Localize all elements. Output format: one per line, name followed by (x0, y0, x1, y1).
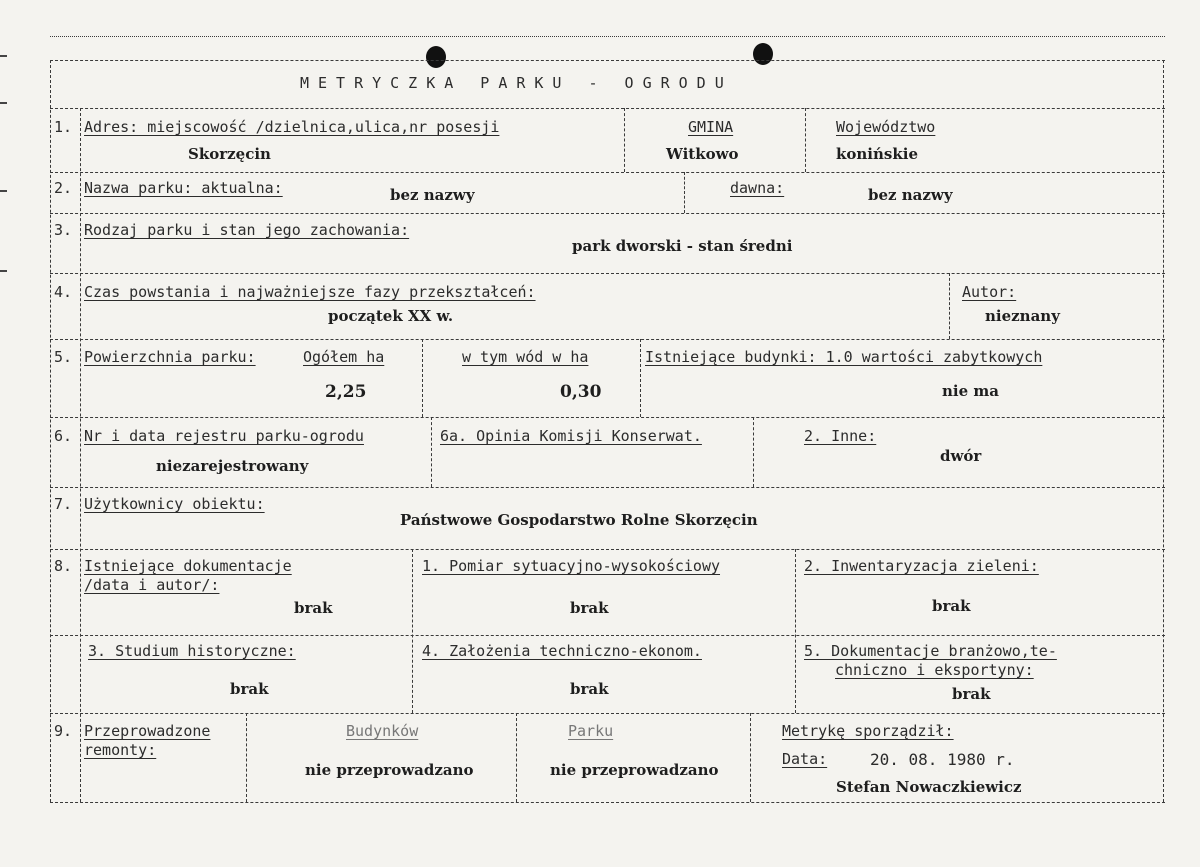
history-study-label: 3. Studium historyczne: (88, 642, 296, 660)
branch-docs-label: 5. Dokumentacje branżowo,te- (804, 642, 1057, 660)
row-number: 3. (54, 221, 73, 239)
divider (50, 60, 1165, 61)
tech-assumptions-value: brak (570, 680, 609, 698)
gmina-label: GMINA (688, 118, 734, 136)
prepared-by-value: Stefan Nowaczkiewicz (836, 778, 1022, 796)
park-repairs-label: Parku (568, 722, 614, 740)
branch-docs-label-2: chniczno i eksportyny: (835, 661, 1034, 679)
number-column-divider (80, 108, 81, 802)
gmina-value: Witkowo (666, 145, 739, 163)
divider (50, 339, 1165, 340)
water-area-label: w tym wód w ha (462, 348, 589, 366)
divider (805, 108, 806, 172)
register-label: Nr i data rejestru parku-ogrodu (84, 427, 364, 445)
divider (50, 549, 1165, 550)
border-right (1163, 60, 1164, 802)
row-number: 5. (54, 348, 73, 366)
history-study-value: brak (230, 680, 269, 698)
buildings-label: Istniejące budynki: 1.0 wartości zabytkowych (645, 348, 1043, 366)
area-label: Powierzchnia parku: (84, 348, 256, 366)
repairs-label-2: remonty: (84, 741, 157, 759)
total-area-label: Ogółem ha (303, 348, 385, 366)
repairs-label: Przeprowadzone (84, 722, 211, 740)
park-name-label: Nazwa parku: aktualna: (84, 179, 283, 197)
row-number: 6. (54, 427, 73, 445)
old-name-value: bez nazwy (868, 186, 953, 204)
punch-hole-right (753, 43, 773, 65)
divider (50, 213, 1165, 214)
row-number: 1. (54, 118, 73, 136)
documentation-value: brak (294, 599, 333, 617)
documentation-label: Istniejące dokumentacje (84, 557, 292, 575)
edge-mark (0, 102, 7, 104)
divider (50, 172, 1165, 173)
buildings-value: nie ma (942, 382, 999, 400)
edge-mark (0, 190, 7, 192)
divider (412, 549, 413, 713)
inventory-label: 2. Inwentaryzacja zieleni: (804, 557, 1039, 575)
branch-docs-value: brak (952, 685, 991, 703)
divider (750, 713, 751, 802)
creation-time-value: początek XX w. (328, 307, 454, 325)
park-repairs-value: nie przeprowadzano (550, 761, 719, 779)
divider (422, 339, 423, 417)
date-label: Data: (782, 750, 828, 768)
divider (246, 713, 247, 802)
row-number: 9. (54, 722, 73, 740)
users-value: Państwowe Gospodarstwo Rolne Skorzęcin (400, 511, 758, 529)
buildings-repairs-value: nie przeprowadzano (305, 761, 474, 779)
divider (50, 487, 1165, 488)
voivodeship-value: konińskie (836, 145, 918, 163)
row-number: 2. (54, 179, 73, 197)
row-number: 4. (54, 283, 73, 301)
survey-value: brak (570, 599, 609, 617)
border-left (50, 60, 51, 802)
address-value: Skorzęcin (188, 145, 271, 163)
divider (684, 172, 685, 213)
border-top (50, 36, 1165, 37)
park-type-value: park dworski - stan średni (572, 237, 793, 255)
documentation-label-2: /data i autor/: (84, 576, 220, 594)
users-label: Użytkownicy obiektu: (84, 495, 265, 513)
voivodeship-label: Województwo (836, 118, 936, 136)
author-value: nieznany (985, 307, 1060, 325)
survey-label: 1. Pomiar sytuacyjno-wysokościowy (422, 557, 721, 575)
divider (431, 417, 432, 487)
divider (50, 635, 1165, 636)
park-name-value: bez nazwy (390, 186, 475, 204)
total-area-value: 2,25 (325, 382, 367, 402)
divider (50, 108, 1165, 109)
punch-hole-left (426, 46, 446, 68)
form-title: METRYCZKA PARKU - OGRODU (300, 74, 733, 92)
old-name-label: dawna: (730, 179, 785, 197)
row-number: 8. (54, 557, 73, 575)
other-value: dwór (940, 447, 982, 465)
author-label: Autor: (962, 283, 1017, 301)
edge-mark (0, 55, 7, 57)
divider (795, 549, 796, 713)
inventory-value: brak (932, 597, 971, 615)
divider (50, 802, 1165, 803)
register-value: niezarejestrowany (156, 457, 309, 475)
divider (624, 108, 625, 172)
water-area-value: 0,30 (560, 382, 602, 402)
prepared-by-label: Metrykę sporządził: (782, 722, 954, 740)
row-number: 7. (54, 495, 73, 513)
divider (753, 417, 754, 487)
buildings-repairs-label: Budynków (346, 722, 419, 740)
divider (50, 713, 1165, 714)
divider (640, 339, 641, 417)
opinion-label: 6a. Opinia Komisji Konserwat. (440, 427, 702, 445)
address-label: Adres: miejscowość /dzielnica,ulica,nr posesji (84, 118, 500, 136)
divider (50, 273, 1165, 274)
divider (516, 713, 517, 802)
date-value: 20. 08. 1980 r. (870, 750, 1015, 769)
divider (50, 417, 1165, 418)
park-type-label: Rodzaj parku i stan jego zachowania: (84, 221, 410, 239)
other-label: 2. Inne: (804, 427, 877, 445)
divider (949, 273, 950, 339)
creation-time-label: Czas powstania i najważniejsze fazy przekształceń: (84, 283, 536, 301)
tech-assumptions-label: 4. Założenia techniczno-ekonom. (422, 642, 702, 660)
edge-mark (0, 270, 7, 272)
